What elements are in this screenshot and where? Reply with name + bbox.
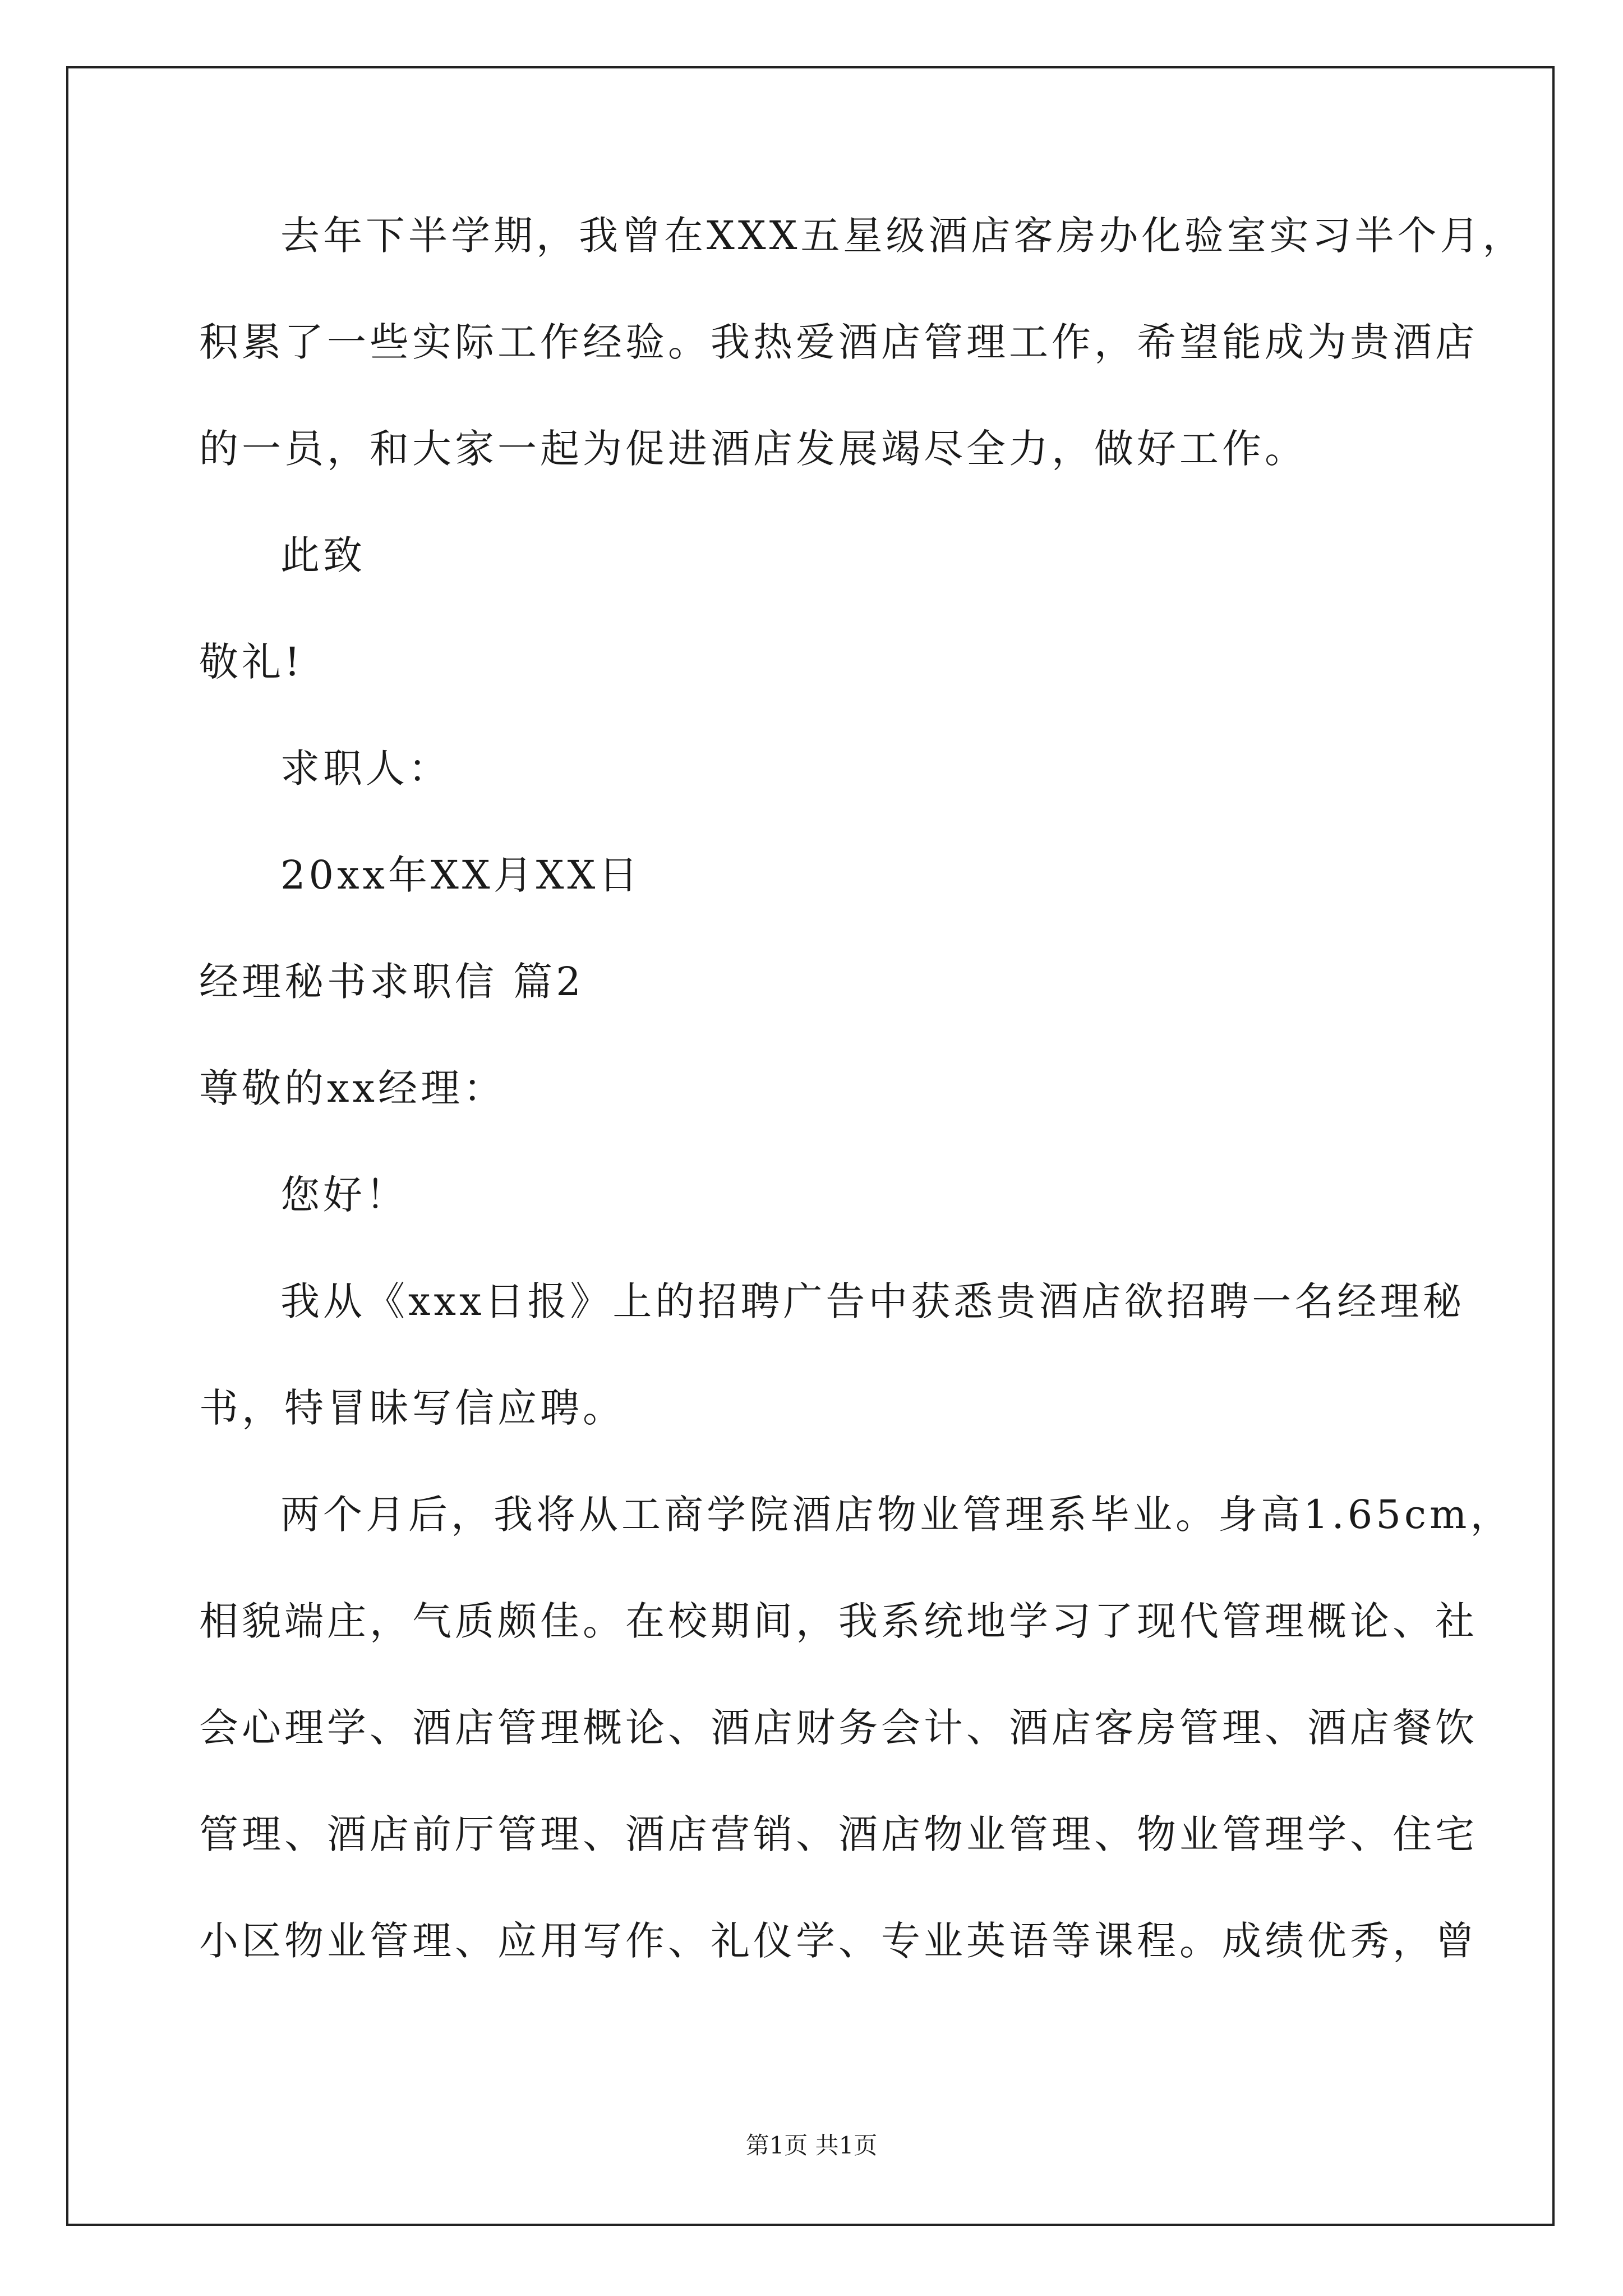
closing-salutation: 此致 — [280, 532, 366, 578]
body-line: 去年下半学期，我曾在XXX五星级酒店客房办化验室实习半个月， — [280, 213, 1525, 259]
signature-label: 求职人： — [280, 746, 451, 792]
body-line: 小区物业管理、应用写作、礼仪学、专业英语等课程。成绩优秀，曾 — [199, 1918, 1478, 1964]
body-line: 的一员，和大家一起为促进酒店发展竭尽全力，做好工作。 — [199, 426, 1307, 472]
letter-greeting: 尊敬的xx经理： — [199, 1065, 506, 1111]
body-line: 我从《xxx日报》上的招聘广告中获悉贵酒店欲招聘一名经理秘 — [280, 1278, 1465, 1324]
page-border — [66, 66, 1555, 2226]
letter-date: 20xx年XX月XX日 — [280, 852, 642, 898]
closing-regards: 敬礼! — [199, 639, 304, 685]
body-line: 相貌端庄，气质颇佳。在校期间，我系统地学习了现代管理概论、社 — [199, 1598, 1478, 1644]
body-line: 书，特冒昧写信应聘。 — [199, 1385, 625, 1431]
section-title: 经理秘书求职信 篇2 — [199, 959, 584, 1005]
body-line: 管理、酒店前厅管理、酒店营销、酒店物业管理、物业管理学、住宅 — [199, 1811, 1478, 1857]
body-line: 两个月后，我将从工商学院酒店物业管理系毕业。身高1.65cm， — [280, 1492, 1513, 1538]
body-line: 会心理学、酒店管理概论、酒店财务会计、酒店客房管理、酒店餐饮 — [199, 1705, 1478, 1751]
greeting-hello: 您好！ — [280, 1172, 408, 1218]
body-line: 积累了一些实际工作经验。我热爱酒店管理工作，希望能成为贵酒店 — [199, 319, 1478, 365]
page-footer: 第1页 共1页 — [745, 2132, 878, 2159]
